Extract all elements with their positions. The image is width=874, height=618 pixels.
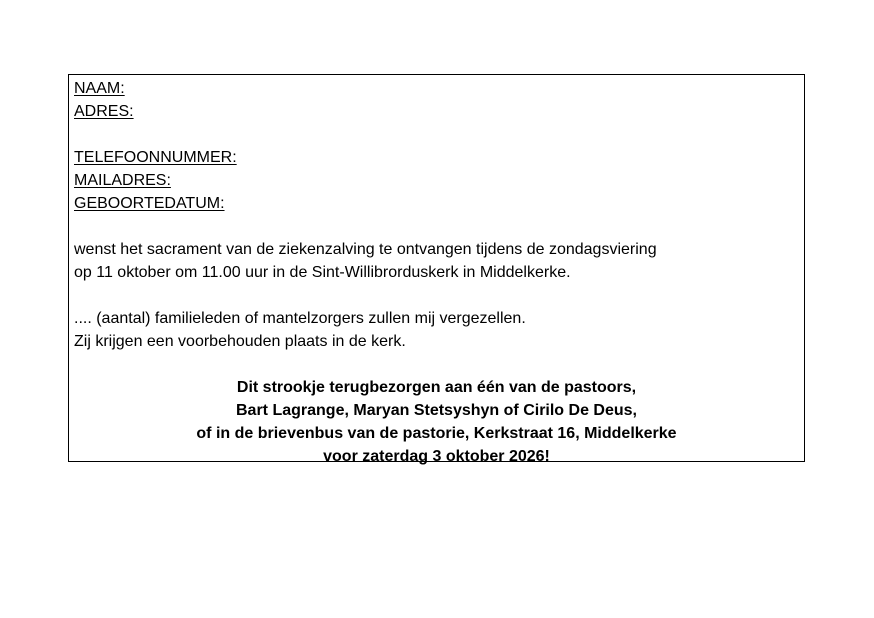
return-instructions <box>74 376 799 468</box>
birthdate-label: GEBOORTEDATUM: <box>74 195 225 212</box>
return-instructions-line: Bart Lagrange, Maryan Stetsyshyn of Cirilo De Deus, <box>236 402 637 419</box>
request-text-line: wenst het sacrament van de ziekenzalving te ontvangen tijdens de zondagsviering <box>74 241 657 258</box>
spacer <box>74 123 804 146</box>
return-instructions-line: Dit strookje terugbezorgen aan één van de pastoors, <box>236 379 637 396</box>
request-text-line: op 11 oktober om 11.00 uur in de Sint-Willibrorduskerk in Middelkerke. <box>74 264 571 281</box>
email-label: MAILADRES: <box>74 172 171 189</box>
return-deadline: voor zaterdag 3 oktober 2026! <box>323 448 550 465</box>
name-label: NAAM: <box>74 80 125 97</box>
spacer <box>74 215 804 238</box>
spacer <box>74 284 804 307</box>
registration-slip <box>68 74 805 465</box>
phone-label: TELEFOONNUMMER: <box>74 149 237 166</box>
return-instructions-line: of in de brievenbus van de pastorie, Kerkstraat 16, Middelkerke <box>196 425 677 442</box>
companion-text-line: Zij krijgen een voorbehouden plaats in de kerk. <box>74 333 406 350</box>
spacer <box>74 353 804 376</box>
address-label: ADRES: <box>74 103 134 120</box>
companion-text-line: .... (aantal) familieleden of mantelzorgers zullen mij vergezellen. <box>74 310 526 327</box>
